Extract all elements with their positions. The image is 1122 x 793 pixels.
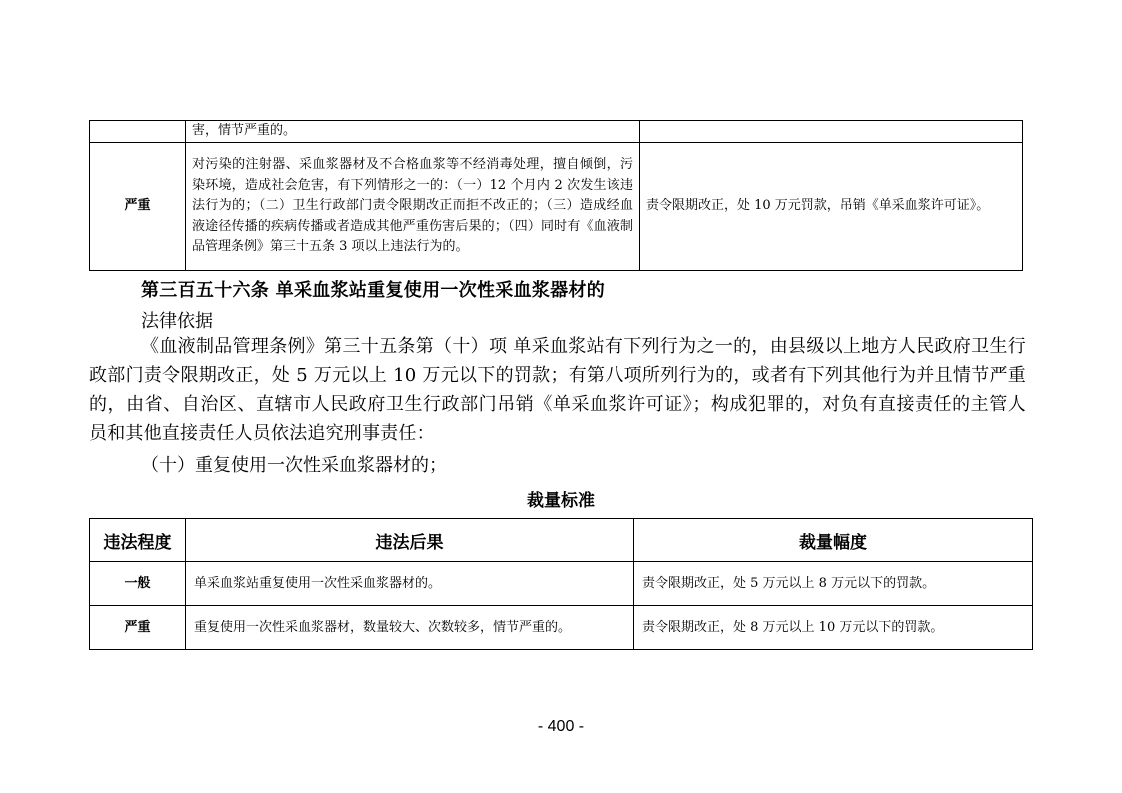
consequence-cell: 对污染的注射器、采血浆器材及不合格血浆等不经消毒处理，擅自倾倒，污染环境，造成社会危害，有下列情形之一的：（一）12 个月内 2 次发生该违法行为的；（二）卫生行政部门责令限期改正而拒不改正的；（三）造成经血液途径传播的疾病传播或者造成其他严重伤害后果的；（四）同时有《血液制品管理条例》第三十五条 3 项以上违法行为的。 xyxy=(186,143,640,271)
violation-level-cell xyxy=(90,121,186,143)
table-row xyxy=(90,562,1033,606)
consequence-cell: 害，情节严重的。 xyxy=(186,121,640,143)
legal-basis-text: 《血液制品管理条例》第三十五条第（十）项 单采血浆站有下列行为之一的，由县级以上地方人民政府卫生行政部门责令限期改正，处 5 万元以上 10 万元以下的罚款；有第八项所列行为的，或者有下列其他行为并且情节严重的，由省、自治区、直辖市人民政府卫生行政部门吊销《单采血浆许可证》；构成犯罪的，对负有直接责任的主管人员和其他直接责任人员依法追究刑事责任： xyxy=(89,336,1026,444)
consequence-cell: 重复使用一次性采血浆器材，数量较大、次数较多，情节严重的。 xyxy=(186,606,634,650)
previous-standard-table xyxy=(89,120,1023,271)
penalty-cell: 责令限期改正，处 10 万元罚款，吊销《单采血浆许可证》。 xyxy=(640,143,1023,271)
header-violation-level: 违法程度 xyxy=(90,519,186,562)
header-penalty-range: 裁量幅度 xyxy=(634,519,1033,562)
table-row xyxy=(90,606,1033,650)
legal-item-text: （十）重复使用一次性采血浆器材的； xyxy=(141,455,447,476)
penalty-cell xyxy=(640,121,1023,143)
violation-level-cell: 一般 xyxy=(90,562,186,606)
penalty-cell: 责令限期改正，处 5 万元以上 8 万元以下的罚款。 xyxy=(634,562,1033,606)
table-header-row xyxy=(90,519,1033,562)
table-row xyxy=(90,143,1023,271)
standard-table xyxy=(89,518,1033,650)
violation-level-cell: 严重 xyxy=(90,143,186,271)
consequence-cell: 单采血浆站重复使用一次性采血浆器材的。 xyxy=(186,562,634,606)
standard-title: 裁量标准 xyxy=(527,491,595,511)
table-row xyxy=(90,121,1023,143)
legal-basis-label: 法律依据 xyxy=(141,311,213,332)
page-number: - 400 - xyxy=(537,718,585,735)
penalty-cell: 责令限期改正，处 8 万元以上 10 万元以下的罚款。 xyxy=(634,606,1033,650)
header-consequence: 违法后果 xyxy=(186,519,634,562)
article-title: 第三百五十六条 单采血浆站重复使用一次性采血浆器材的 xyxy=(141,280,606,301)
violation-level-cell: 严重 xyxy=(90,606,186,650)
